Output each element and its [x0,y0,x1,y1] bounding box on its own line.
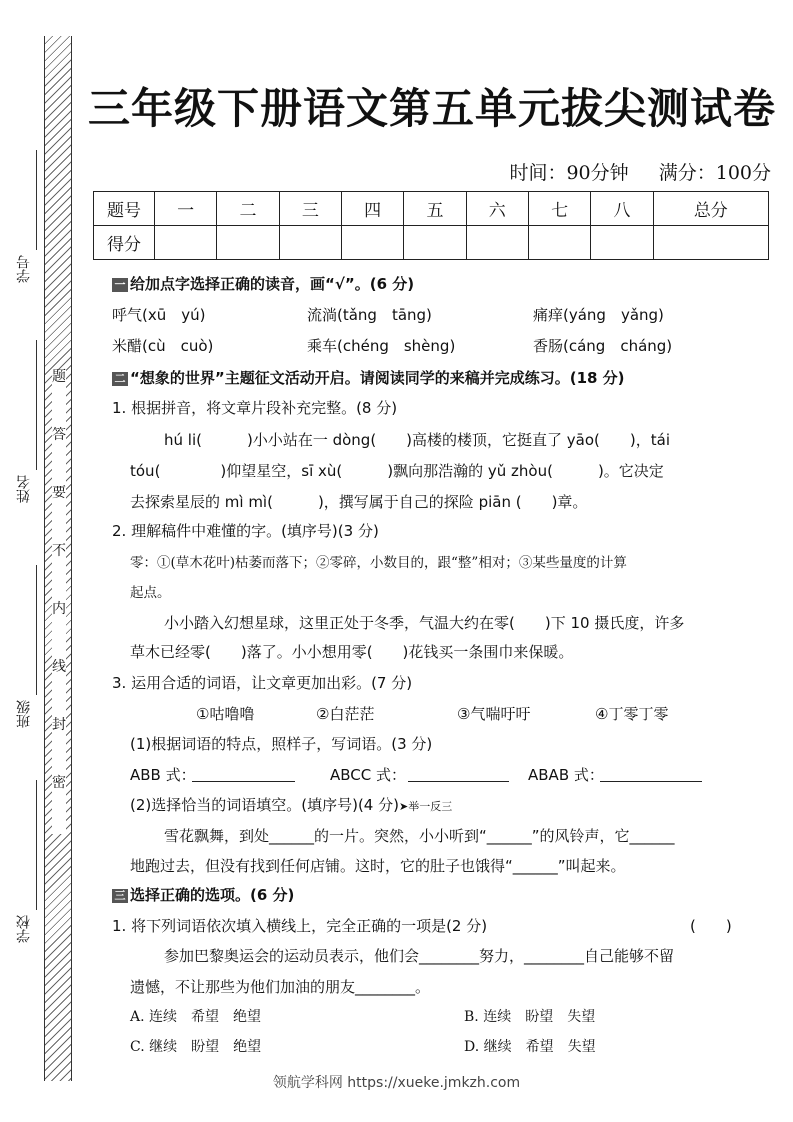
answer-bracket[interactable]: ( ) [690,917,732,935]
table-cell: 总分 [653,192,768,226]
word-option: ④丁零丁零 [595,705,669,723]
score-table-score-row [94,226,769,260]
question-text: 小小踏入幻想星球，这里正处于冬季，气温大约在零( )下 10 摄氏度，许多 [164,614,685,632]
option-item: 痛痒(yáng yǎng) [533,306,664,324]
section-3-heading [112,884,294,905]
score-cell[interactable] [404,226,466,260]
abb-answer-line[interactable] [192,781,295,782]
full-score: 满分：100分 [658,162,771,184]
table-cell: 八 [591,192,653,226]
table-cell: 题号 [94,192,155,226]
question-text: hú li( )小小站在一 dòng( )高楼的楼顶，它挺直了 yāo( )，tái [164,431,670,449]
tag-label: ➤举一反三 [398,800,453,813]
table-cell: 四 [341,192,403,226]
section-title: “想象的世界”主题征文活动开启。请阅读同学的来稿并完成练习。(18 分) [130,369,625,387]
seal-char: 答 [52,428,66,486]
score-cell[interactable] [279,226,341,260]
time-limit: 时间：90分钟 [509,162,629,184]
table-cell: 三 [279,192,341,226]
school-label: 学校 [16,915,32,943]
section-2-heading [112,367,625,388]
footer-watermark: 领航学科网 https://xueke.jmkzh.com [272,1075,521,1091]
word-option: ②白茫茫 [316,705,375,723]
seal-char: 密 [52,776,66,834]
class-line [36,565,37,695]
name-field [14,475,38,503]
score-cell[interactable] [341,226,403,260]
abcc-answer-line[interactable] [408,781,509,782]
question-title: 1. 根据拼音，将文章片段补充完整。(8 分) [112,399,398,417]
question-subtitle [130,794,452,815]
option-item: 呼气(xū yú) [112,306,206,324]
section-1-heading [112,273,414,294]
definition-text: 零：①(草木花叶)枯萎而落下；②零碎，小数目的，跟“整”相对；③某些量度的计算 [130,555,627,571]
seal-char: 内 [52,602,66,660]
score-cell[interactable] [155,226,217,260]
score-cell[interactable] [591,226,653,260]
score-table-header-row [94,192,769,226]
question-title: 3. 运用合适的词语，让文章更加出彩。(7 分) [112,674,413,692]
option-a[interactable]: A. 连续 希望 绝望 [130,1009,262,1025]
student-no-line [36,150,37,250]
page-title: 三年级下册语文第五单元拔尖测试卷 [88,84,777,133]
section-title: 给加点字选择正确的读音，画“√”。(6 分) [130,275,415,293]
table-cell: 六 [466,192,528,226]
seal-char: 要 [52,486,66,544]
score-cell[interactable] [466,226,528,260]
name-label: 姓名 [16,475,32,503]
table-cell: 二 [217,192,279,226]
question-text: 参加巴黎奥运会的运动员表示，他们会________努力，________自己能够不留 [164,947,675,965]
seal-char: 线 [52,660,66,718]
school-field [14,915,38,943]
option-item: 乘车(chéng shèng) [307,337,456,355]
seal-char: 题 [52,370,66,428]
definition-text: 起点。 [130,585,171,601]
section-title: 选择正确的选项。(6 分) [130,886,295,904]
seal-char: 封 [52,718,66,776]
name-line [36,340,37,470]
option-b[interactable]: B. 连续 盼望 失望 [464,1009,596,1025]
abcc-label: ABCC 式： [330,766,407,784]
question-title: 1. 将下列词语依次填入横线上，完全正确的一项是(2 分) [112,917,488,935]
class-field [14,700,38,728]
section-badge: 三 [112,889,128,903]
option-item: 流淌(tǎng tāng) [307,306,432,324]
word-option: ①咕噜噜 [196,705,255,723]
abab-label: ABAB 式： [528,766,604,784]
option-item: 米醋(cù cuò) [112,337,214,355]
question-text: tóu( )仰望星空，sī xù( )飘向那浩瀚的 yǔ zhòu( )。它决定 [130,462,664,480]
word-option: ③气喘吁吁 [457,705,531,723]
question-text: 草木已经零( )落了。小小想用零( )花钱买一条围巾来保暖。 [130,643,574,661]
option-c[interactable]: C. 继续 盼望 绝望 [130,1039,262,1055]
section-badge: 一 [112,278,128,292]
seal-line-text [52,370,66,834]
table-cell: 七 [528,192,590,226]
question-text: 去探索星辰的 mì mì( )，撰写属于自己的探险 piān ( )章。 [130,493,588,511]
abb-label: ABB 式： [130,766,196,784]
abab-answer-line[interactable] [600,781,702,782]
class-label: 班级 [16,700,32,728]
table-cell: 一 [155,192,217,226]
score-cell[interactable] [528,226,590,260]
question-title: 2. 理解稿件中难懂的字。(填序号)(3 分) [112,522,379,540]
table-cell: 五 [404,192,466,226]
seal-char: 不 [52,544,66,602]
school-line [36,780,37,910]
question-text: 遗憾，不让那些为他们加油的朋友________。 [130,978,431,996]
option-d[interactable]: D. 继续 希望 失望 [464,1039,596,1055]
student-no-field [14,255,38,283]
student-no-label: 学号 [16,255,32,283]
option-item: 香肠(cáng cháng) [533,337,673,355]
section-badge: 二 [112,372,128,386]
subtitle-text: (2)选择恰当的词语填空。(填序号)(4 分) [130,796,399,814]
question-subtitle: (1)根据词语的特点，照样子，写词语。(3 分) [130,735,433,753]
question-text: 雪花飘舞，到处______的一片。突然，小小听到“______”的风铃声，它______ [164,827,675,845]
table-cell: 得分 [94,226,155,260]
score-cell[interactable] [653,226,768,260]
score-table [93,191,769,260]
question-text: 地跑过去，但没有找到任何店铺。这时，它的肚子也饿得“______”叫起来。 [130,857,626,875]
exam-meta [509,158,771,185]
score-cell[interactable] [217,226,279,260]
